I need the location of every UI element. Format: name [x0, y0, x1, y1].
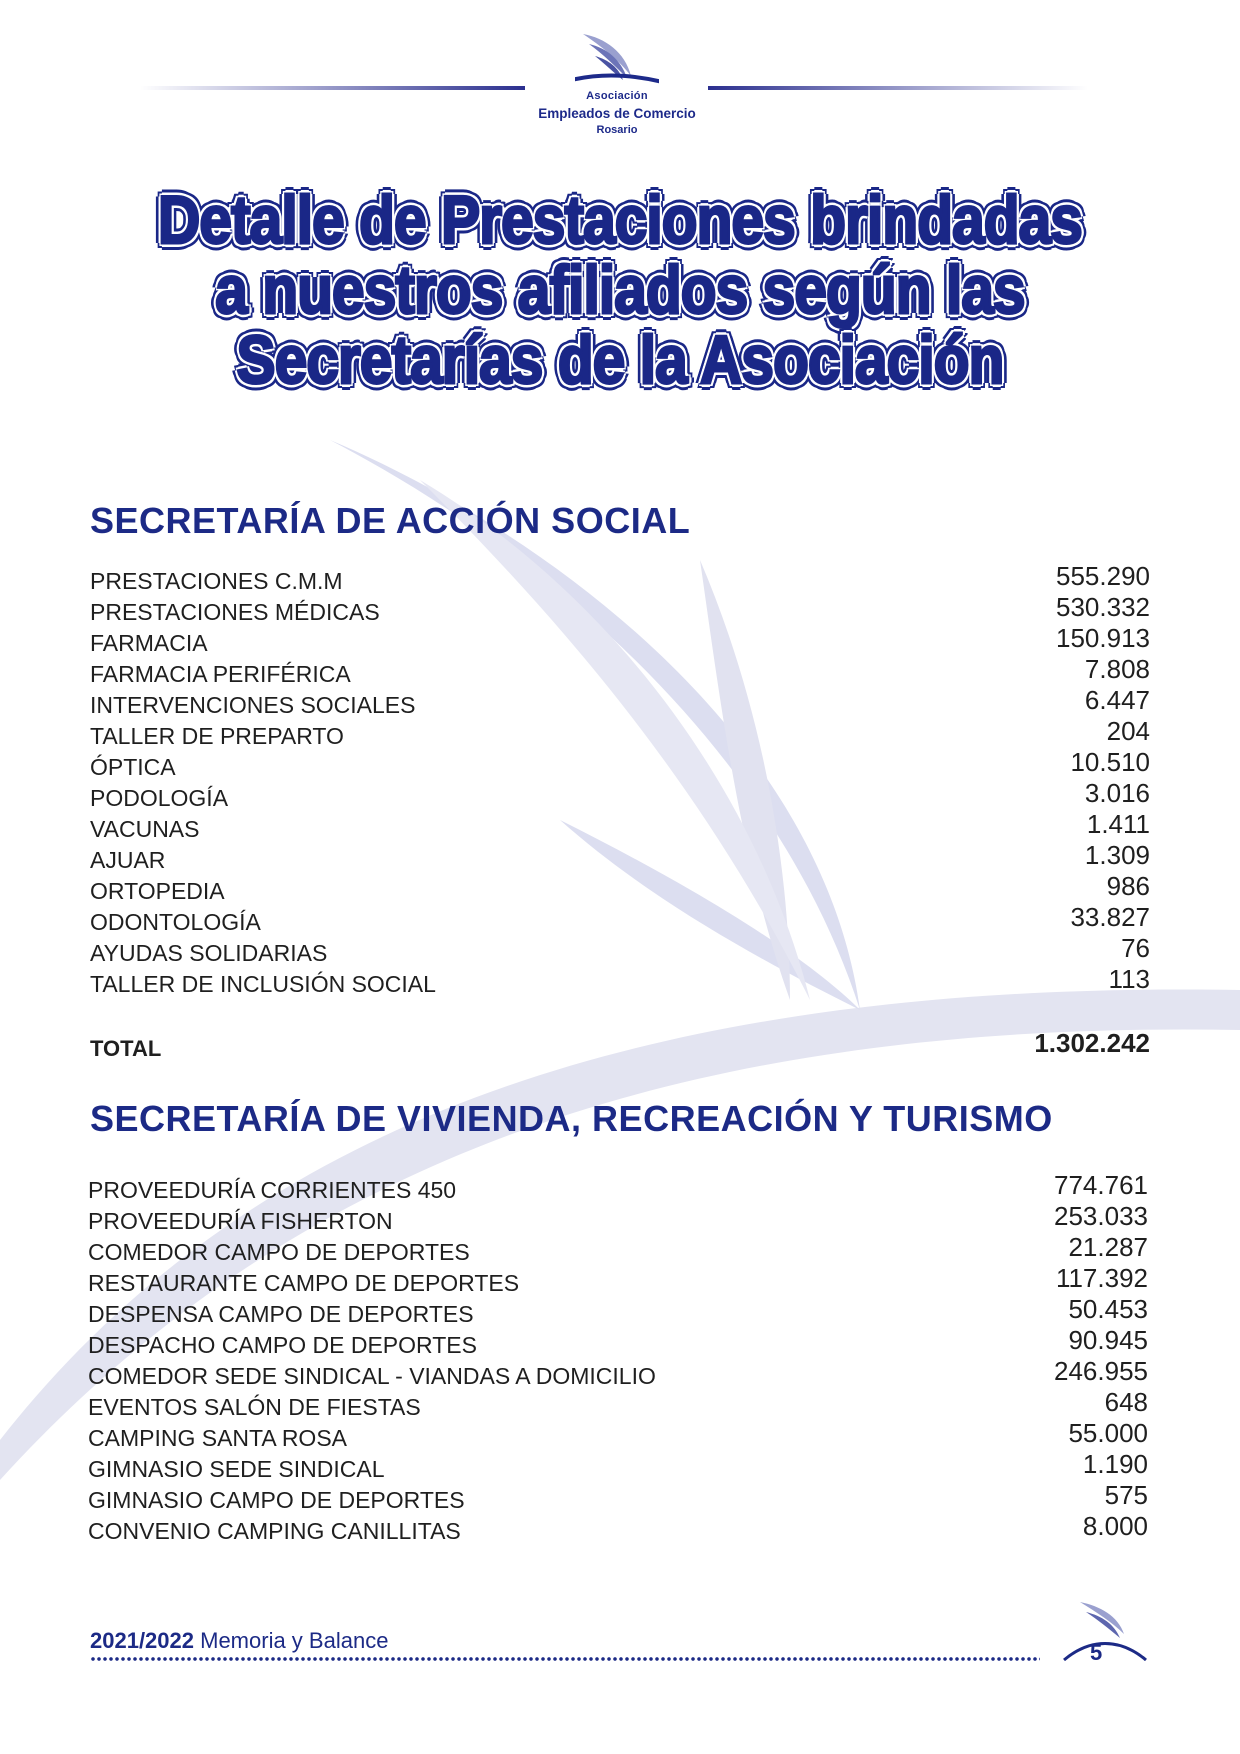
item-label: AJUAR [90, 847, 166, 873]
footer-title: Memoria y Balance [200, 1628, 389, 1653]
item-value: 1.309 [1084, 840, 1150, 870]
list-item [90, 872, 1150, 903]
list-item [90, 748, 1150, 779]
item-label: DESPENSA CAMPO DE DEPORTES [88, 1301, 474, 1327]
item-label: VACUNAS [90, 816, 200, 842]
accion-social-list [90, 562, 1150, 996]
item-value: 117.392 [1055, 1263, 1148, 1293]
item-value: 253.033 [1054, 1201, 1148, 1231]
list-item [90, 717, 1150, 748]
item-label: PROVEEDURÍA CORRIENTES 450 [88, 1177, 457, 1203]
total-label: TOTAL [90, 1036, 162, 1061]
item-value: 246.955 [1054, 1356, 1148, 1386]
footer-year: 2021/2022 [90, 1628, 194, 1653]
item-value: 8.000 [1082, 1511, 1148, 1541]
wing-logo-icon [575, 30, 659, 92]
section-heading-vivienda: SECRETARÍA DE VIVIENDA, RECREACIÓN Y TURISMO [90, 1098, 1053, 1139]
item-value: 986 [1106, 871, 1150, 901]
list-item [88, 1295, 1148, 1326]
list-item [88, 1450, 1148, 1481]
list-item [90, 686, 1150, 717]
item-label: DESPACHO CAMPO DE DEPORTES [88, 1332, 477, 1358]
total-value: 1.302.242 [1034, 1028, 1150, 1058]
list-item [88, 1388, 1148, 1419]
item-value: 21.287 [1068, 1232, 1148, 1262]
item-value: 3.016 [1084, 778, 1150, 808]
item-label: FARMACIA [90, 630, 208, 656]
item-label: TALLER DE INCLUSIÓN SOCIAL [90, 971, 436, 997]
title-line-1: Detalle de Prestaciones brindadas [158, 182, 1082, 258]
list-item [88, 1512, 1148, 1543]
list-item [88, 1419, 1148, 1450]
list-item [90, 841, 1150, 872]
item-label: TALLER DE PREPARTO [90, 723, 344, 749]
item-label: RESTAURANTE CAMPO DE DEPORTES [88, 1270, 520, 1296]
list-item [90, 624, 1150, 655]
item-label: FARMACIA PERIFÉRICA [90, 661, 351, 687]
logo-text-empleados: Empleados de Comercio [538, 106, 696, 121]
item-label: PROVEEDURÍA FISHERTON [88, 1208, 393, 1234]
item-value: 55.000 [1068, 1418, 1148, 1448]
item-value: 648 [1104, 1387, 1148, 1417]
item-label: CAMPING SANTA ROSA [88, 1425, 348, 1451]
item-value: 1.190 [1082, 1449, 1148, 1479]
list-item [88, 1202, 1148, 1233]
item-label: AYUDAS SOLIDARIAS [90, 940, 328, 966]
item-label: COMEDOR SEDE SINDICAL - VIANDAS A DOMICILIO [88, 1363, 656, 1389]
list-item [90, 562, 1150, 593]
item-label: PODOLOGÍA [90, 785, 229, 811]
list-item [90, 965, 1150, 996]
title-line-3: Secretarías de la Asociación [236, 322, 1004, 398]
list-item [88, 1326, 1148, 1357]
item-label: PRESTACIONES C.M.M [90, 568, 343, 594]
footer-wing-icon [1060, 1598, 1150, 1668]
item-label: INTERVENCIONES SOCIALES [90, 692, 416, 718]
item-value: 50.453 [1068, 1294, 1148, 1324]
list-item [90, 655, 1150, 686]
list-item [90, 593, 1150, 624]
item-label: COMEDOR CAMPO DE DEPORTES [88, 1239, 470, 1265]
item-label: EVENTOS SALÓN DE FIESTAS [88, 1394, 421, 1420]
list-item [90, 810, 1150, 841]
header-rule-right [708, 86, 1088, 90]
list-item [88, 1357, 1148, 1388]
item-value: 1.411 [1086, 809, 1150, 839]
page-title [40, 182, 1200, 398]
header-rule-left [140, 86, 525, 90]
item-value: 204 [1106, 716, 1150, 746]
item-label: ORTOPEDIA [90, 878, 225, 904]
item-value: 150.913 [1056, 623, 1150, 653]
list-item [90, 934, 1150, 965]
item-value: 530.332 [1056, 592, 1150, 622]
section-heading-accion-social: SECRETARÍA DE ACCIÓN SOCIAL [90, 500, 691, 541]
footer-caption [90, 1628, 388, 1654]
list-item [90, 903, 1150, 934]
item-value: 10.510 [1070, 747, 1150, 777]
item-label: ÓPTICA [90, 754, 176, 780]
item-label: GIMNASIO SEDE SINDICAL [88, 1456, 385, 1482]
item-label: GIMNASIO CAMPO DE DEPORTES [88, 1487, 465, 1513]
item-value: 575 [1104, 1480, 1148, 1510]
list-item [90, 779, 1150, 810]
list-item [88, 1233, 1148, 1264]
logo-text-asociacion: Asociación [586, 90, 648, 102]
item-value: 6.447 [1084, 685, 1150, 715]
item-label: ODONTOLOGÍA [90, 909, 261, 935]
total-row [90, 1028, 1150, 1062]
page-number: 5 [1090, 1640, 1103, 1665]
item-value: 33.827 [1070, 902, 1150, 932]
footer-dotted-rule [90, 1656, 1040, 1662]
item-value: 7.808 [1084, 654, 1150, 684]
logo-text-rosario: Rosario [596, 124, 638, 136]
item-value: 76 [1121, 933, 1150, 963]
list-item [88, 1481, 1148, 1512]
item-value: 113 [1108, 964, 1150, 994]
vivienda-list [88, 1171, 1148, 1543]
item-value: 90.945 [1068, 1325, 1148, 1355]
item-label: PRESTACIONES MÉDICAS [90, 599, 380, 625]
list-item [88, 1264, 1148, 1295]
title-line-2: a nuestros afiliados según las [215, 252, 1025, 328]
list-item [88, 1171, 1148, 1202]
item-value: 774.761 [1054, 1170, 1148, 1200]
item-value: 555.290 [1056, 561, 1150, 591]
item-label: CONVENIO CAMPING CANILLITAS [88, 1518, 461, 1544]
association-logo [525, 30, 709, 144]
